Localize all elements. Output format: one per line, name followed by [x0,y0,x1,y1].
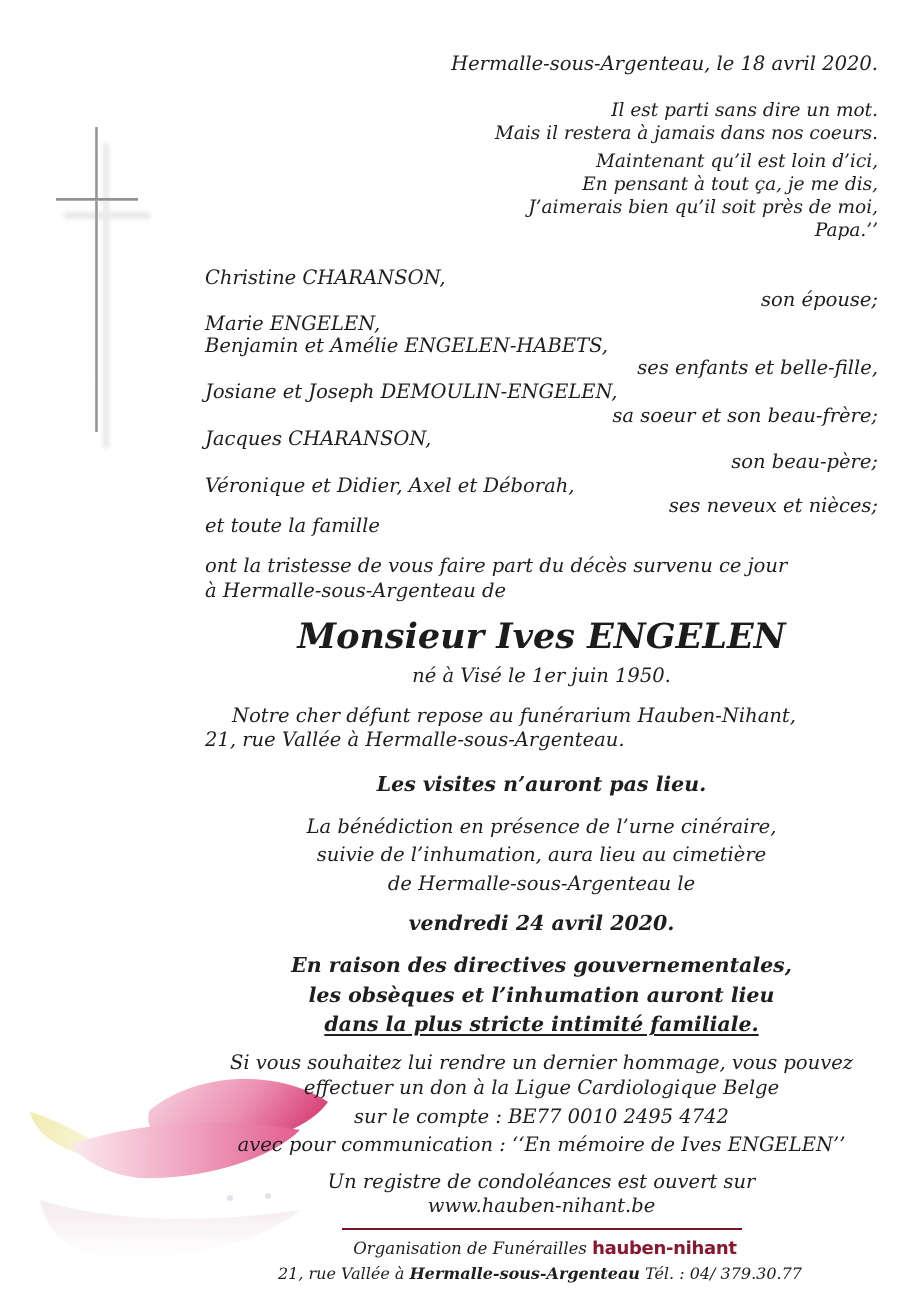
family-children-line1: Marie ENGELEN, [205,312,381,335]
footer-address-line [278,1264,802,1283]
place-date: Hermalle-sous-Argenteau, le 18 avril 2020. [451,52,878,75]
ceremony-line1: La bénédiction en présence de l’urne cinéraire, [306,815,777,838]
poem-line: Papa.’’ [814,220,878,241]
donation-line1: Si vous souhaitez lui rendre un dernier hommage, vous pouvez [229,1051,854,1074]
footer-address-prefix: 21, rue Vallée à [278,1264,405,1283]
rest-line1: Notre cher défunt repose au funérarium Hauben-Nihant, [232,704,796,727]
donation-line4: avec pour communication : ‘‘En mémoire de Ives ENGELEN’’ [237,1133,846,1156]
family-sister-role: sa soeur et son beau-frère; [612,404,878,427]
deceased-name: Monsieur Ives ENGELEN [297,616,786,657]
cross-vertical-bar [95,127,98,432]
donation-line2: effectuer un don à la Ligue Cardiologique Belge [303,1076,780,1099]
covid-line2: les obsèques et l’inhumation auront lieu [308,983,775,1007]
cross-shadow-vertical [103,143,109,448]
ceremony-date: vendredi 24 avril 2020. [408,911,675,935]
family-all: et toute la famille [205,514,380,537]
donation-line3: sur le compte : BE77 0010 2495 4742 [354,1105,729,1128]
registry-url[interactable]: www.hauben-nihant.be [427,1194,656,1217]
family-wife-name: Christine CHARANSON, [205,266,446,289]
registry-line1: Un registre de condoléances est ouvert sur [327,1170,756,1193]
poem-line: En pensant à tout ça, je me dis, [582,174,878,195]
family-children-role: ses enfants et belle-fille, [637,356,878,379]
family-nephews-name: Véronique et Didier, Axel et Déborah, [205,474,575,497]
visits-notice: Les visites n’auront pas lieu. [376,772,707,796]
family-wife-role: son épouse; [761,288,878,311]
cross-horizontal-bar [56,198,138,201]
deceased-birth: né à Visé le 1er juin 1950. [412,664,671,687]
family-fil-role: son beau-père; [731,450,878,473]
family-fil-name: Jacques CHARANSON, [205,427,432,450]
rest-line2: 21, rue Vallée à Hermalle-sous-Argenteau. [205,728,625,751]
footer-org-label: Organisation de Funérailles [353,1239,587,1258]
announcement-line2: à Hermalle-sous-Argenteau de [205,579,507,602]
brand-logo: hauben-nihant [592,1238,737,1259]
family-sister-name: Josiane et Joseph DEMOULIN-ENGELEN, [205,380,618,403]
family-nephews-role: ses neveux et nièces; [668,494,878,517]
poem-line: Maintenant qu’il est loin d’ici, [595,151,878,172]
covid-line1: En raison des directives gouvernementales, [291,953,792,977]
ceremony-line3: de Hermalle-sous-Argenteau le [387,872,696,895]
poem-line: Mais il restera à jamais dans nos coeurs. [494,123,878,144]
poem-line: J’aimerais bien qu’il soit près de moi, [528,197,878,218]
family-children-line2: Benjamin et Amélie ENGELEN-HABETS, [205,334,608,357]
poem-line: Il est parti sans dire un mot. [611,100,878,121]
cross-shadow-horizontal [64,212,150,219]
announcement-line1: ont la tristesse de vous faire part du décès survenu ce jour [205,554,788,577]
ceremony-line2: suivie de l’inhumation, aura lieu au cimetière [316,843,767,866]
footer-org-line [280,1238,810,1259]
covid-line3: dans la plus stricte intimité familiale. [324,1012,759,1036]
footer-divider [342,1228,742,1230]
footer-address-city: Hermalle-sous-Argenteau [409,1264,640,1283]
footer-phone: Tél. : 04/ 379.30.77 [645,1264,802,1283]
